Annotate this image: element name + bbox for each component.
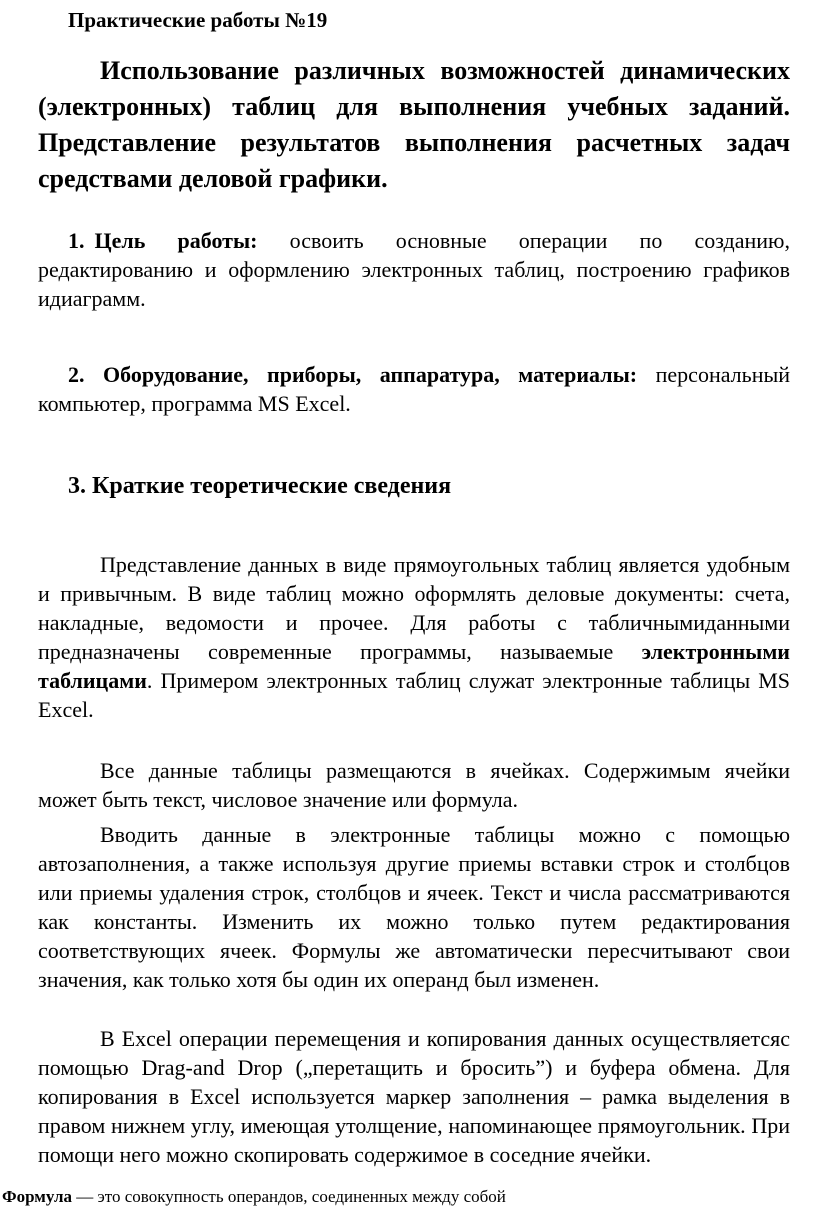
section-goal-number: 1. [68,228,85,253]
footer-formula-note [2,1186,506,1208]
paragraph-tables-intro-text: Представление данных в виде прямоугольных таблиц является удобным и привычным. В виде таблиц можно оформлять деловые документы: счета, накладные, ведомости и прочее. Для работы с табличнымиданными предназначены современные программы, называемые [38,552,790,664]
section-equipment-label: Оборудование, приборы, аппаратура, материалы: [103,362,638,387]
page-header: Практические работы №19 [68,8,328,32]
section-theory-heading [68,470,451,502]
section-goal [38,226,790,313]
paragraph-tables-intro-end: . Примером электронных таблиц служат электронные таблицы MS Excel. [38,668,790,722]
footer-formula-term: Формула [2,1187,72,1206]
section-theory-label: Краткие теоретические сведения [92,473,452,499]
section-goal-text: освоить основные операции по созданию, редактированию и оформлению электронных таблиц, построению графиков идиаграмм. [38,228,790,311]
paragraph-copy-move: В Excel операции перемещения и копирования данных осуществляетсяс помощью Drag-and Drop („перетащить и бросить”) и буфера обмена. Для копирования в Excel используется маркер заполнения – рамка выделения в правом нижнем углу, имеющая утолщение, напоминающее прямоугольник. При помощи него можно скопировать содержимое в соседние ячейки. [38,1026,790,1167]
footer-formula-text: — это совокупность операндов, соединенных между собой [72,1187,506,1206]
section-equipment-text: персональный компьютер, программа MS Excel. [38,362,791,416]
paragraph-data-entry: Вводить данные в электронные таблицы можно с помощью автозаполнения, а также используя другие приемы вставки строк и столбцов или приемы удаления строк, столбцов и ячеек. Текст и числа рассматриваются как константы. Изменить их можно только путем редактирования соответствующих ячеек. Формулы же автоматически пересчитывают свои значения, как только хотя бы один их операнд был изменен. [38,822,790,992]
section-equipment [38,360,790,418]
section-goal-label: Цель работы: [94,228,258,253]
paragraph-tables-intro-term: электронными таблицами [38,639,790,693]
paragraph-tables-intro [38,550,790,724]
section-theory-number: 3. [68,473,86,499]
section-equipment-number: 2. [68,362,85,387]
paragraph-cells: Все данные таблицы размещаются в ячейках. Содержимым ячейки может быть текст, числовое значение или формула. [38,758,790,812]
document-title: Использование различных возможностей динамических (электронных) таблиц для выполнения учебных заданий. Представление результатов выполнения расчетных задач средствами деловой графики. [38,56,790,193]
